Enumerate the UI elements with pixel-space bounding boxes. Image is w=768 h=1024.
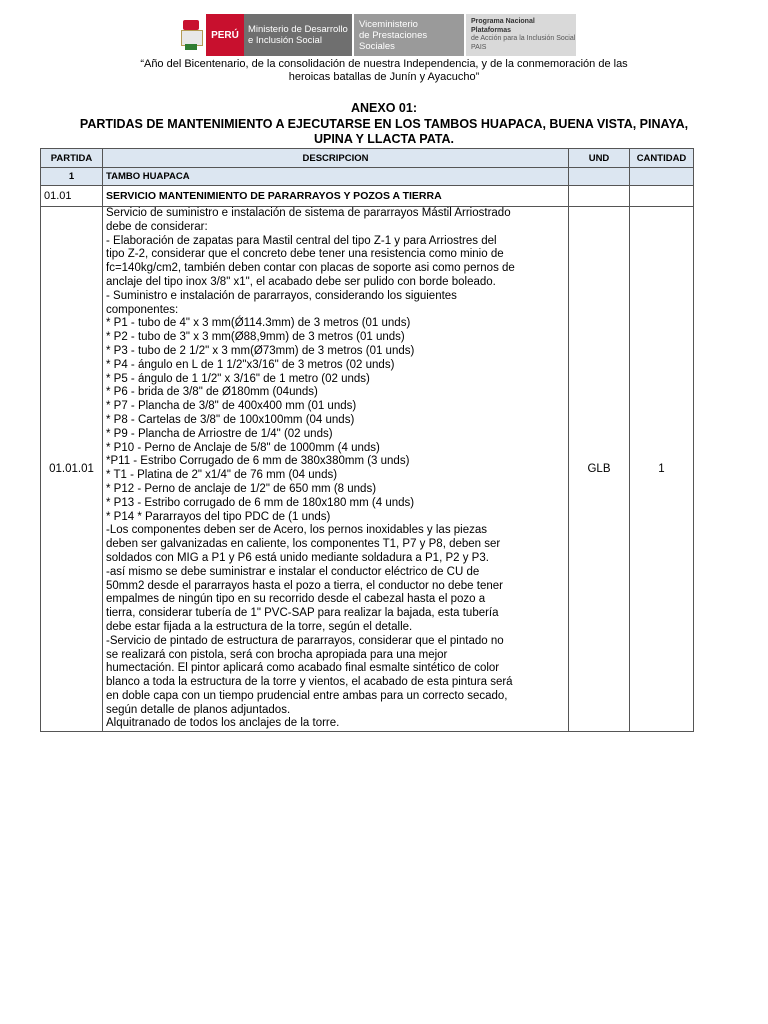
items-table: [40, 148, 694, 732]
table-row-tambo: [41, 168, 694, 186]
motto-line2: heroicas batallas de Junín y Ayacucho”: [288, 71, 480, 83]
ministry-line1: Ministerio de Desarrollo: [248, 24, 348, 35]
item-cantidad: 1: [630, 207, 694, 732]
header-und: UND: [569, 149, 630, 168]
tambo-partida: 1: [41, 168, 103, 186]
header-partida: PARTIDA: [41, 149, 103, 168]
vice-line2: de Prestaciones Sociales: [359, 29, 428, 52]
servicio-descripcion: SERVICIO MANTENIMIENTO DE PARARRAYOS Y POZOS A TIERRA: [103, 186, 569, 207]
table-header-row: [41, 149, 694, 168]
viceministry-logo: [352, 14, 464, 56]
motto-line1: “Año del Bicentenario, de la consolidación de nuestra Independencia, y de la conmemoración de las: [140, 58, 628, 70]
annex-title: ANEXO 01:: [351, 101, 417, 115]
servicio-partida: 01.01: [41, 186, 103, 207]
ministry-line2: e Inclusión Social: [248, 35, 322, 46]
tambo-und: [569, 168, 630, 186]
table-row-servicio: [41, 186, 694, 207]
table-row-item: [41, 207, 694, 732]
servicio-cantidad: [630, 186, 694, 207]
servicio-und: [569, 186, 630, 207]
ministry-logo: [244, 14, 352, 56]
annex-subtitle-line1: PARTIDAS DE MANTENIMIENTO A EJECUTARSE EN LOS TAMBOS HUAPACA, BUENA VISTA, PINAYA,: [79, 117, 689, 131]
tambo-descripcion: TAMBO HUAPACA: [103, 168, 569, 186]
annex-subtitle-line2: UPINA Y LLACTA PATA.: [313, 132, 455, 146]
tambo-cantidad: [630, 168, 694, 186]
item-descripcion: Servicio de suministro e instalación de sistema de pararrayos Mástil Arriostrado debe de considerar: - Elaboración de zapatas para Mastil central del tipo Z-1 y para Arriostres del tipo Z-2, considerar que el concreto debe tener una resistencia como minio de fc=140kg/cm2, también deben contar con placas de soporte asi como pernos de anclaje del tipo inox 3/8" x1", el acabado debe ser pulido con borde boleado. - Suministro e instalación de pararrayos, considerando los siguientes componentes: * P1 - tubo de 4" x 3 mm(Ǿ114.3mm) de 3 metros (01 unds) * P2 - tubo de 3" x 3 mm(Ø88,9mm) de 3 metros (01 unds) * P3 - tubo de 2 1/2" x 3 mm(Ø73mm) de 3 metros (01 unds) * P4 - ángulo en L de 1 1/2"x3/16" de 3 metros (02 unds) * P5 - ángulo de 1 1/2" x 3/16" de 1 metro (02 unds) * P6 - brida de 3/8" de Ø180mm (04unds) * P7 - Plancha de 3/8" de 400x400 mm (01 unds) * P8 - Cartelas de 3/8" de 100x100mm (04 unds) * P9 - Plancha de Arriostre de 1/4" (02 unds) * P10 - Perno de Anclaje de 5/8" de 1000mm (4 unds) *P11 - Estribo Corrugado de 6 mm de 380x380mm (3 unds) * T1 - Platina de 2" x1/4" de 76 mm (04 unds) * P12 - Perno de anclaje de 1/2" de 650 mm (8 unds) * P13 - Estribo corrugado de 6 mm de 180x180 mm (4 unds) * P14 * Pararrayos del tipo PDC de (1 unds) -Los componentes deben ser de Acero, los pernos inoxidables y las piezas deben ser galvanizadas en caliente, los componentes T1, P7 y P8, deben ser soldados con MIG a P1 y P6 está unido mediante soldadura a P1, P2 y P3. -así mismo se debe suministrar e instalar el conductor eléctrico de CU de 50mm2 desde el pararrayos hasta el pozo a tierra, el conductor no debe tener empalmes de ningún tipo en su recorrido desde el cabezal hasta el pozo a tierra, considerar tubería de 1" PVC-SAP para realizar la bajada, esta tubería debe estar fijada a la estructura de la torre, según el detalle. -Servicio de pintado de estructura de pararrayos, considerar que el pintado no se realizará con pistola, será con brocha apropiada para una mejor humectación. El pintor aplicará como acabado final esmalte sintético de color blanco a toda la estructura de la torre y vientos, el acabado de esta pintura será en doble capa con un tiempo prudencial entre ambas para un correcto secado, según detalle de planos adjuntados. Alquitranado de todos los anclajes de la torre.: [103, 207, 569, 732]
institutional-header: [176, 14, 588, 56]
program-line3: PAIS: [471, 43, 487, 51]
item-partida: 01.01.01: [41, 207, 103, 732]
header-cantidad: CANTIDAD: [630, 149, 694, 168]
annex-subtitle: [40, 117, 728, 147]
coat-of-arms-icon: [176, 14, 206, 56]
program-line2: de Acción para la Inclusión Social: [471, 35, 576, 42]
item-und: GLB: [569, 207, 630, 732]
year-motto: [60, 58, 708, 84]
peru-logo: [206, 14, 244, 56]
header-descripcion: DESCRIPCION: [103, 149, 569, 168]
peru-label: PERÚ: [211, 29, 239, 41]
program-line1: Programa Nacional Plataformas: [471, 18, 535, 34]
vice-line1: Viceministerio: [359, 18, 418, 30]
program-logo: [464, 14, 576, 56]
